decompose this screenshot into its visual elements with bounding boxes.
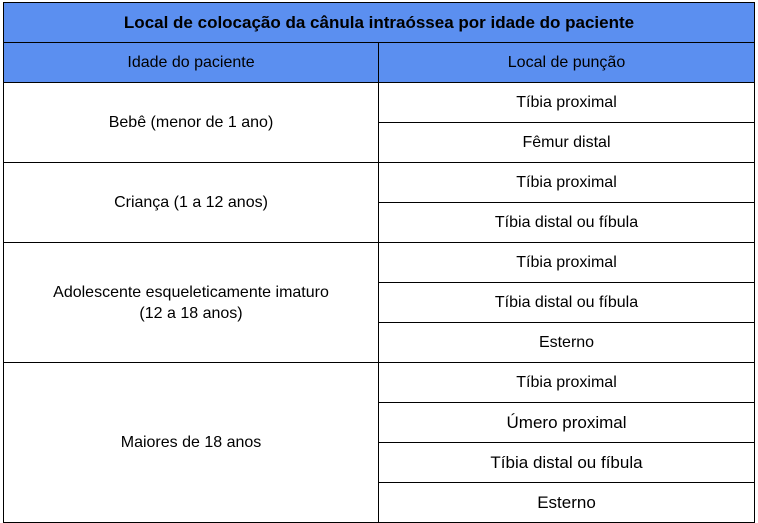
table-row [4, 83, 755, 123]
age-label: Adolescente esqueleticamente imaturo [53, 283, 329, 301]
table-row [4, 363, 755, 403]
placement-table [3, 2, 755, 523]
site-cell: Fêmur distal [379, 123, 755, 163]
age-cell [4, 163, 379, 243]
site-cell: Tíbia distal ou fíbula [379, 443, 755, 483]
age-cell [4, 243, 379, 363]
age-label-sub: (12 a 18 anos) [139, 304, 243, 322]
site-cell: Tíbia proximal [379, 243, 755, 283]
age-label: Criança (1 a 12 anos) [114, 194, 268, 211]
site-cell: Úmero proximal [379, 403, 755, 443]
age-cell [4, 83, 379, 163]
site-cell: Tíbia proximal [379, 83, 755, 123]
site-cell: Esterno [379, 483, 755, 523]
header-site: Local de punção [379, 43, 755, 83]
site-cell: Esterno [379, 323, 755, 363]
site-cell: Tíbia proximal [379, 363, 755, 403]
site-cell: Tíbia proximal [379, 163, 755, 203]
header-age: Idade do paciente [4, 43, 379, 83]
age-cell [4, 363, 379, 523]
table-title: Local de colocação da cânula intraóssea por idade do paciente [4, 3, 755, 43]
age-label: Bebê (menor de 1 ano) [108, 114, 274, 131]
table-title-row [4, 3, 755, 43]
age-label: Maiores de 18 anos [120, 434, 262, 451]
site-cell: Tíbia distal ou fíbula [379, 203, 755, 243]
table-row [4, 243, 755, 283]
site-cell: Tíbia distal ou fíbula [379, 283, 755, 323]
table-row [4, 163, 755, 203]
table-header-row [4, 43, 755, 83]
